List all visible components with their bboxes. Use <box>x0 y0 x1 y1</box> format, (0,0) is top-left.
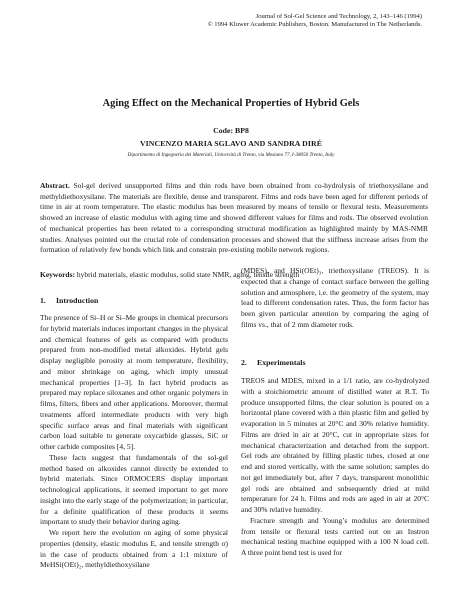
abstract <box>40 181 428 256</box>
paragraph: We report here the evolution on aging of some physical properties (density, elastic modulus E, and tensile strength σ) in the case of products obtained from a 1:1 mixture of MeHSi(OEt)₂, methyldiethoxysilane <box>40 528 228 570</box>
abstract-label: Abstract. <box>40 181 70 190</box>
keywords-text: hybrid materials, elastic modulus, solid state NMR, aging, tensile strength <box>76 270 300 279</box>
copyright-line: © 1994 Kluwer Academic Publishers, Boston. Manufactured in The Netherlands. <box>207 21 422 29</box>
paper-title: Aging Effect on the Mechanical Properties of Hybrid Gels <box>102 98 360 109</box>
right-column-bottom <box>241 376 429 559</box>
section-title: Introduction <box>56 296 99 305</box>
authors: VINCENZO MARIA SGLAVO AND SANDRA DIRÉ <box>139 139 323 148</box>
section-number: 2. <box>241 358 247 367</box>
paragraph: (MDES), and HSi(OEt)₃, triethoxysilane (TREOS). It is expected that a change of contact surface between the gelling solution and atmosphere, i.e. the geometry of the system, may lead to different condensation rates. Thus, the form factor has been given particular attention by comparing the aging of films vs., that of 2 mm diameter rods. <box>241 266 429 329</box>
section-heading-introduction <box>40 296 98 305</box>
section-number: 1. <box>40 296 46 305</box>
section-title: Experimentals <box>257 358 306 367</box>
affiliation: Dipartimento di Ingegneria dei Materiali, Università di Trento, via Mesiano 77, I-38050 Trento, Italy <box>127 152 335 158</box>
paragraph: These facts suggest that fundamentals of the sol-gel method based on alkoxides cannot directly be extended to hybrid materials. Since ORMOCERS display important technological applications, it seemed important to get more insight into the early stage of the polymerization; in particular, for a definite qualification of these products it seems important to study their behavior during aging. <box>40 452 228 527</box>
paragraph: TREOS and MDES, mixed in a 1/1 ratio, are co-hydrolyzed with a stoichiometric amount of distilled water at R.T. To produce unsupported films, the clear solution is poured on a horizontal plane covered with a thin plastic film and gelled by evaporation in 5 minutes at 20°C and 30% relative humidity. Films are dried in air at 20°C, cut in appropriate sizes for mechanical characterization and detached from the support. Gel rods are obtained by filling plastic tubes, closed at one end and stored vertically, with the same solution; samples do not gel immediately but, after 7 days, transparent monolithic gel rods are obtained and subsequently dried at mild temperature for 24 h. Films and rods are aged in air at 20°C and 30% relative humidity. <box>241 376 429 514</box>
journal-citation: Journal of Sol-Gel Science and Technology, 2, 143–146 (1994) <box>255 13 422 20</box>
keywords-label: Keywords: <box>40 270 75 279</box>
left-column <box>40 313 228 571</box>
section-heading-experimentals <box>241 358 306 367</box>
paper-code: Code: BP8 <box>213 126 249 135</box>
journal-header <box>208 13 422 30</box>
abstract-text: Sol-gel derived unsupported films and thin rods have been obtained from co-hydrolysis of triethoxysilane and methyldiethoxysilane. The materials are flexible, dense and transparent. Films and rods have been aged for different periods of time in air at room temperature. The elastic modulus has been measured by means of tensile or flexural tests. Measurements showed an increase of elastic modulus with aging time and showed different values for films and rods. The observed evolution of mechanical properties has been related to a corresponding structural modification as highlighted mainly by MAS-NMR studies. Analyses pointed out the crucial role of condensation processes and showed that the stiffness increase arises from the formation of relatively few bonds which link and constrain pre-existing mobile network regions. <box>40 181 429 255</box>
right-column-top <box>241 266 429 331</box>
paragraph: The presence of Si–H or Si–Me groups in chemical precursors for hybrid materials induces important changes in the physical and chemical features of gels as compared with products prepared from non-modified metal alkoxides. Hybrid gels display negligible porosity at room temperature, flexibility, and minor shrinkage on aging, which imply unusual mechanical properties [1–3]. In fact hybrid products as prepared may replace siloxanes and other organic polymers in films, filters, fibers and other applications. Moreover, thermal treatments afford intermediate products with very high specific surface areas and final materials with significant carbon load suitable to generate oxycarbide glasses, SiC or other carbide composites [4, 5]. <box>40 313 228 451</box>
paragraph: Fracture strength and Young’s modulus are determined from tensile or flexural tests carried out on an Instron mechanical testing machine equipped with a 100 N load cell. A three point bend test is used for <box>241 515 429 557</box>
